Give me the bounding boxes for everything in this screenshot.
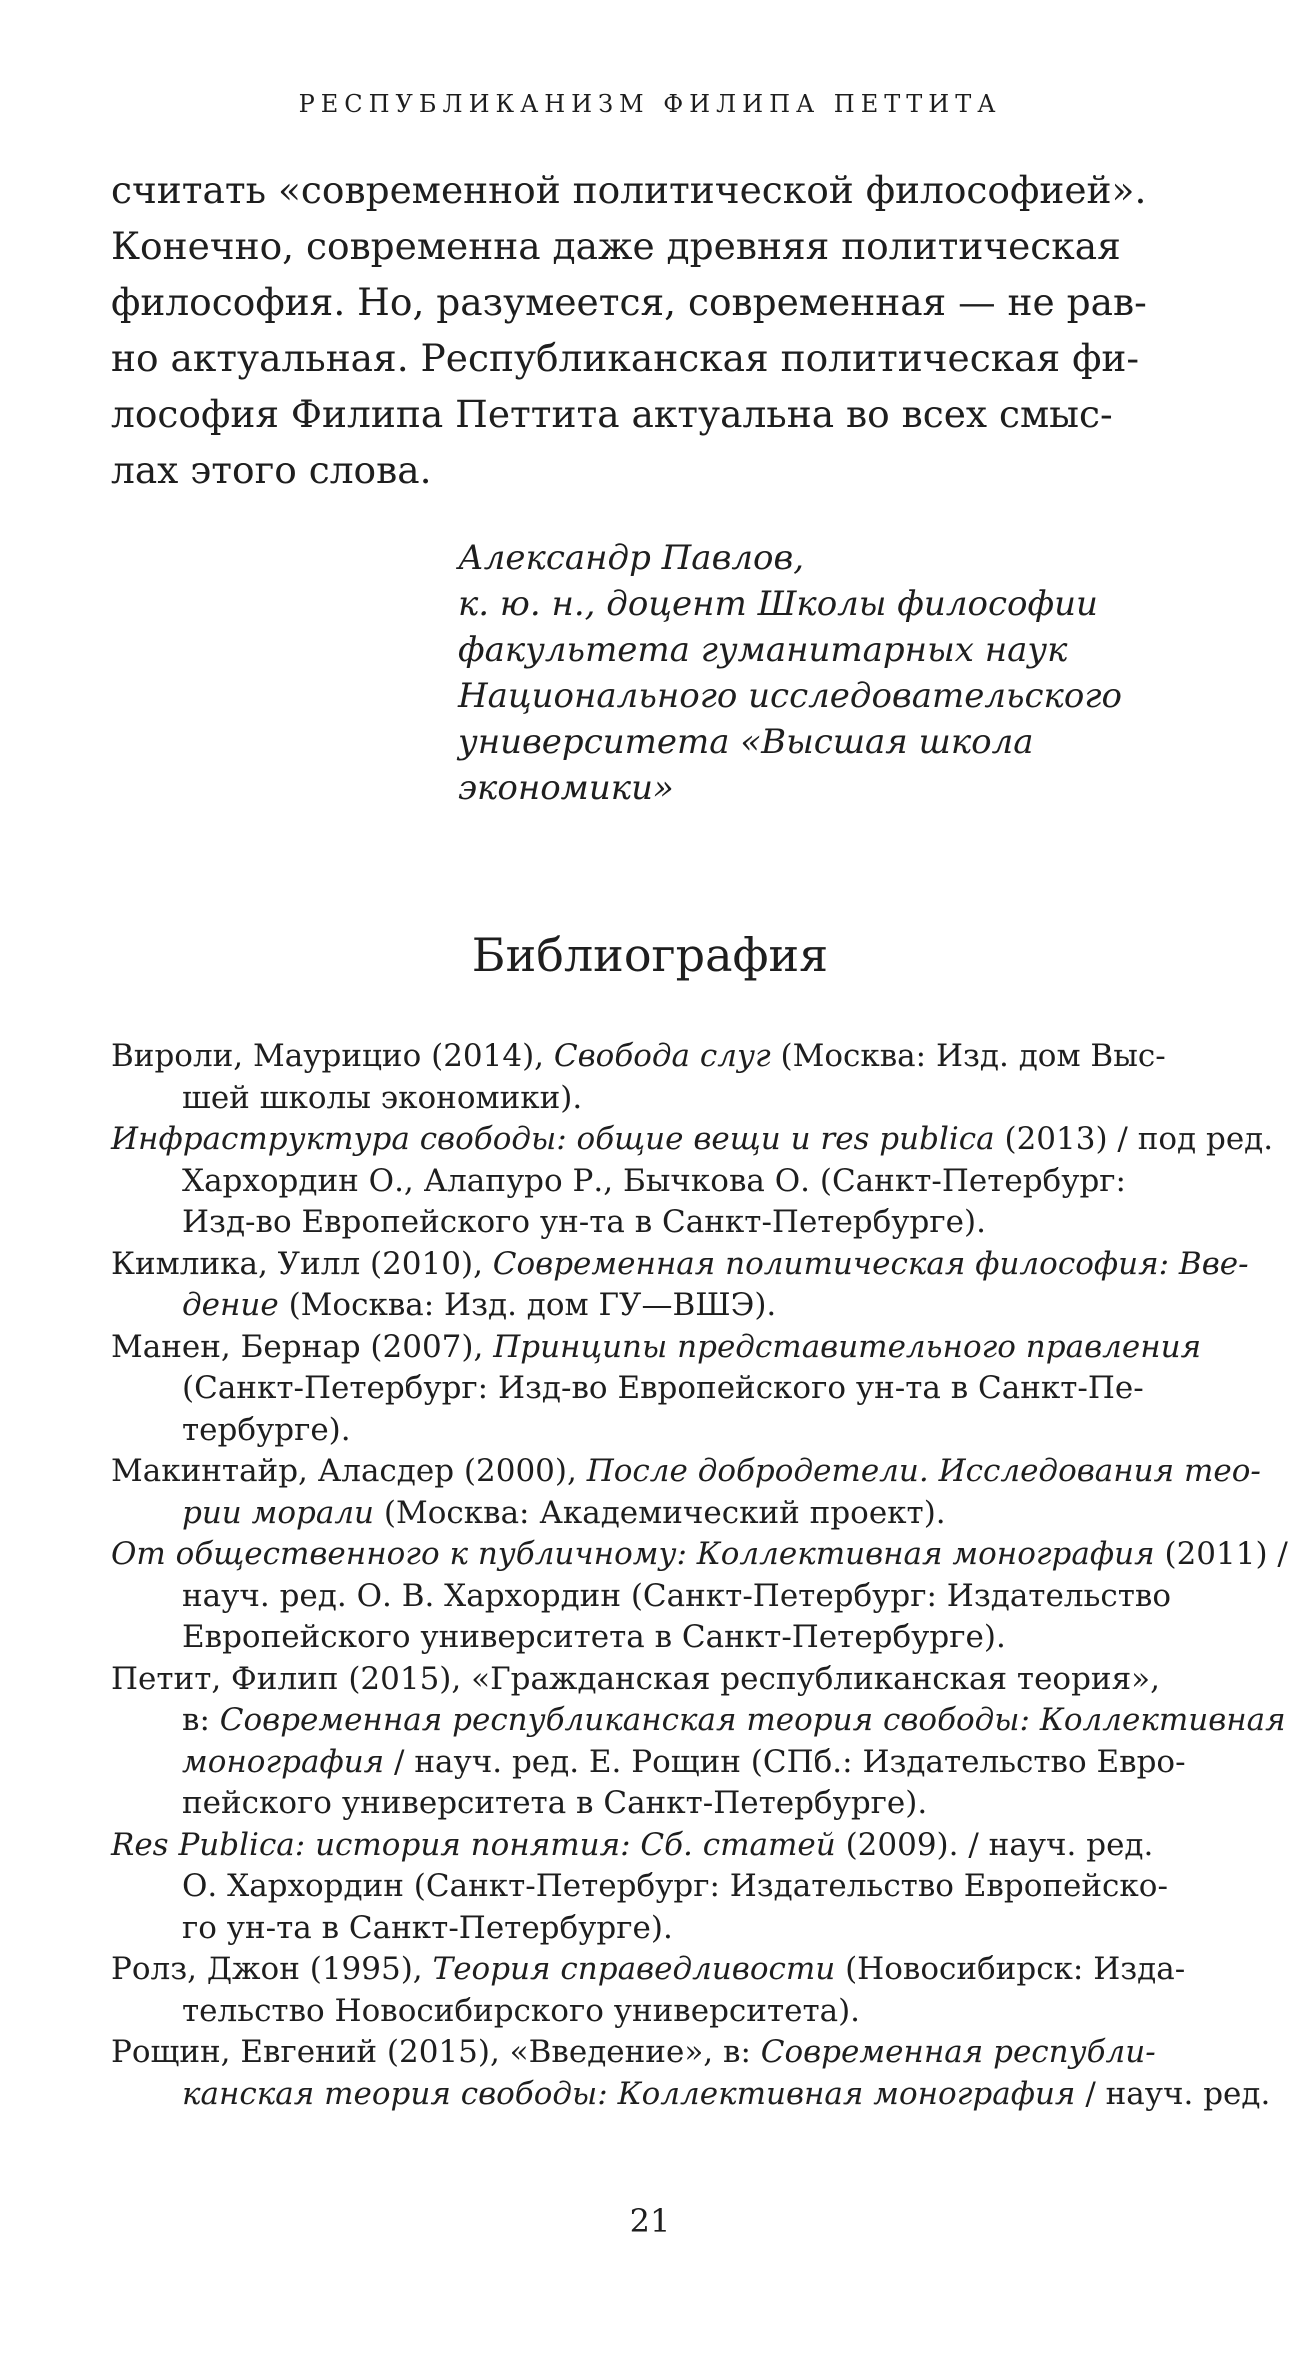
citation-text: Рощин, Евгений (2015), «Введение», в: xyxy=(111,2034,761,2070)
bibliography-entry xyxy=(111,1451,1261,1534)
work-title: После добродетели. Исследования тео- xyxy=(586,1453,1261,1489)
bibliography-line xyxy=(111,2032,1201,2074)
citation-text: Изд-во Европейского ун-та в Санкт-Петербурге). xyxy=(182,1204,986,1240)
bibliography-line xyxy=(111,1991,1201,2033)
signature-line: экономики» xyxy=(458,768,674,808)
citation-text: Кимлика, Уилл (2010), xyxy=(111,1245,493,1282)
bibliography-line xyxy=(111,1119,1274,1161)
signature-line: факультета гуманитарных наук xyxy=(458,630,1068,670)
bibliography-entry xyxy=(111,1036,1201,1119)
bibliography-line xyxy=(111,1700,1286,1742)
citation-text: / науч. ред. Е. Рощин (СПб.: Издательство Евро- xyxy=(384,1743,1186,1780)
citation-text: Макинтайр, Аласдер (2000), xyxy=(111,1453,587,1489)
bibliography-entry xyxy=(111,1659,1286,1825)
bibliography-line xyxy=(111,1410,1201,1452)
citation-text: пейского университета в Санкт-Петербурге). xyxy=(182,1785,928,1821)
citation-text: Ролз, Джон (1995), xyxy=(111,1951,433,1987)
bibliography-entry xyxy=(111,1244,1249,1327)
running-head: РЕСПУБЛИКАНИЗМ ФИЛИПА ПЕТТИТА xyxy=(298,90,1002,118)
citation-text: (Москва: Изд. дом ГУ—ВШЭ). xyxy=(278,1287,777,1323)
citation-text: (Москва: Академический проект). xyxy=(374,1494,946,1531)
body-line: лософия Филипа Петтита актуальна во всех смыс- xyxy=(111,392,1113,436)
work-title: Теория справедливости xyxy=(432,1951,836,1987)
signature-line: Александр Павлов, xyxy=(458,538,805,578)
work-title: Инфраструктура свободы: общие вещи и res publica xyxy=(111,1121,995,1157)
citation-text: тельство Новосибирского университета). xyxy=(182,1992,861,2029)
bibliography-line xyxy=(111,1078,1201,1120)
bibliography-line xyxy=(111,1368,1201,1410)
citation-text: Хархордин О., Алапуро Р., Бычкова О. (Санкт-Петербург: xyxy=(182,1162,1126,1199)
body-line: но актуальная. Республиканская политическая фи- xyxy=(111,336,1140,380)
citation-text: в: xyxy=(182,1702,220,1738)
citation-text: науч. ред. О. В. Хархордин (Санкт-Петербург: Издательство xyxy=(182,1577,1172,1614)
body-paragraph xyxy=(111,162,1197,498)
body-line: философия. Но, разумеется, современная — не рав- xyxy=(111,280,1147,324)
citation-text: (2011) / xyxy=(1154,1536,1288,1572)
bibliography-entry xyxy=(111,1327,1201,1452)
work-title: Современная республи- xyxy=(760,2034,1156,2070)
citation-text: (Новосибирск: Изда- xyxy=(835,1951,1186,1987)
bibliography-line xyxy=(111,1161,1201,1203)
bibliography-line xyxy=(111,1327,1201,1369)
bibliography-line xyxy=(111,1825,1201,1867)
bibliography-line xyxy=(111,1534,1288,1576)
citation-text: (Санкт-Петербург: Изд-во Европейского ун-та в Санкт-Пе- xyxy=(182,1370,1144,1406)
bibliography-entry xyxy=(111,1949,1201,2032)
bibliography-entry xyxy=(111,1825,1201,1950)
work-title: Современная политическая философия: Вве- xyxy=(492,1245,1249,1282)
work-title: Принципы представительного правления xyxy=(493,1328,1202,1365)
bibliography-line xyxy=(111,1949,1201,1991)
work-title: Res Publica: история понятия: Сб. статей xyxy=(111,1826,836,1863)
bibliography-line xyxy=(111,1493,1201,1535)
citation-text: Манен, Бернар (2007), xyxy=(111,1328,494,1365)
bibliography-line xyxy=(111,1244,1249,1286)
work-title: монография xyxy=(182,1743,385,1780)
signature-line: университета «Высшая школа xyxy=(458,722,1034,762)
bibliography-entry xyxy=(111,1534,1288,1659)
work-title: От общественного к публичному: Коллективная монография xyxy=(111,1536,1155,1572)
signature-line: к. ю. н., доцент Школы философии xyxy=(458,584,1098,624)
bibliography-line xyxy=(111,1659,1201,1701)
body-line: Конечно, современна даже древняя политическая xyxy=(111,224,1121,268)
bibliography-line xyxy=(111,1202,1201,1244)
citation-text: (2009). / науч. ред. xyxy=(835,1826,1154,1863)
author-signature xyxy=(458,535,1122,811)
bibliography-entry xyxy=(111,1119,1274,1244)
body-line: лах этого слова. xyxy=(111,448,432,492)
bibliography-line xyxy=(111,1783,1201,1825)
signature-line: Национального исследовательского xyxy=(458,676,1122,716)
citation-text: / науч. ред. xyxy=(1075,2075,1271,2112)
citation-text: О. Хархордин (Санкт-Петербург: Издательство Европейско- xyxy=(182,1868,1168,1904)
bibliography-line xyxy=(111,1451,1261,1493)
body-line: считать «современной политической философией». xyxy=(111,168,1147,212)
bibliography-line xyxy=(111,1866,1201,1908)
work-title: канская теория свободы: Коллективная монография xyxy=(182,2075,1076,2112)
work-title: Современная республиканская теория свободы: Коллективная xyxy=(219,1702,1286,1738)
citation-text: тербурге). xyxy=(182,1411,351,1448)
citation-text: (Москва: Изд. дом Выс- xyxy=(770,1038,1166,1074)
page-number: 21 xyxy=(629,2202,671,2240)
bibliography-line xyxy=(111,1576,1201,1618)
citation-text: Вироли, Маурицио (2014), xyxy=(111,1038,554,1074)
citation-text: Европейского университета в Санкт-Петербурге). xyxy=(182,1619,1006,1655)
bibliography-line xyxy=(111,1285,1201,1327)
work-title: дение xyxy=(182,1287,279,1323)
bibliography-line xyxy=(111,1617,1201,1659)
citation-text: (2013) / под ред. xyxy=(994,1121,1274,1157)
bibliography-title: Библиография xyxy=(471,928,829,982)
bibliography-line xyxy=(111,2074,1271,2116)
citation-text: го ун-та в Санкт-Петербурге). xyxy=(182,1909,673,1946)
work-title: рии морали xyxy=(182,1494,375,1531)
bibliography-list xyxy=(111,1036,1288,2115)
citation-text: Петит, Филип (2015), «Гражданская республиканская теория», xyxy=(111,1660,1160,1697)
bibliography-line xyxy=(111,1742,1201,1784)
bibliography-line xyxy=(111,1908,1201,1950)
citation-text: шей школы экономики). xyxy=(182,1079,583,1116)
work-title: Свобода слуг xyxy=(553,1038,771,1074)
bibliography-line xyxy=(111,1036,1201,1078)
bibliography-entry xyxy=(111,2032,1271,2115)
